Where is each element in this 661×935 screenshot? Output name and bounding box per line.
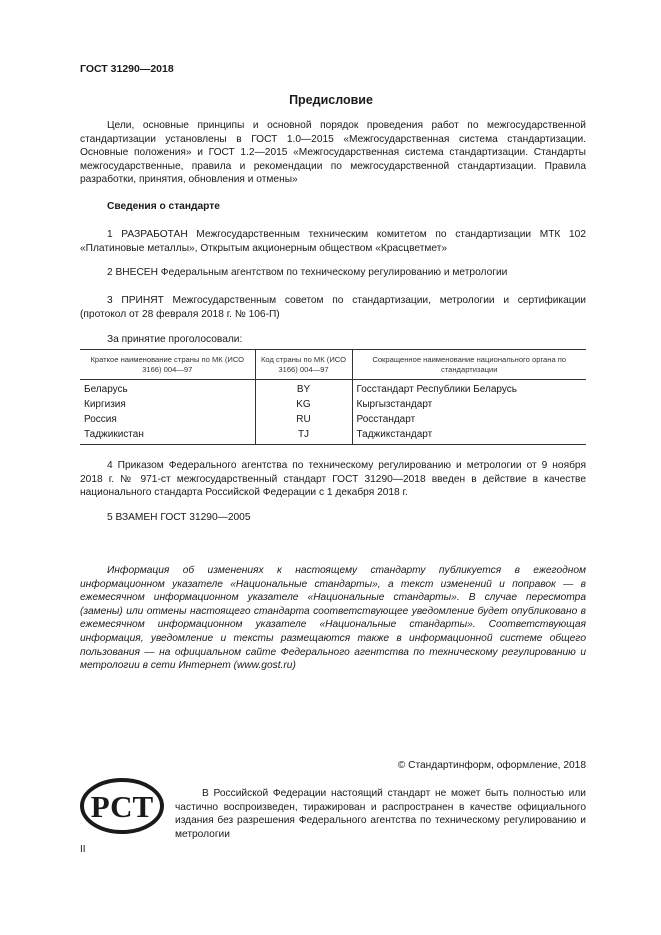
votes-table	[80, 349, 586, 445]
item-adopted: 3 ПРИНЯТ Межгосударственным советом по стандартизации, метрологии и сертификации (протокол от 28 февраля 2018 г. № 106-П)	[80, 295, 586, 320]
header-country-name: Краткое наименование страны по МК (ИСО 3166) 004—97	[80, 350, 255, 380]
standards-body: Таджикстандарт	[352, 427, 586, 445]
item-developed: 1 РАЗРАБОТАН Межгосударственным техническим комитетом по стандартизации МТК 102 «Платиновые металлы», Открытым акционерным обществом «Красцветмет»	[80, 229, 586, 254]
intro-paragraph: Цели, основные принципы и основной порядок проведения работ по межгосударственной стандартизации установлены в ГОСТ 1.0—2015 «Межгосударственная система стандартизации. Основные положения» и ГОСТ 1.2—2015 «Межгосударственная система стандартизации. Стандарты межгосударственные, правила и рекомендации по межгосударственной стандартизации. Правила разработки, принятия, обновления и отмены»	[80, 120, 586, 186]
page-title: Предисловие	[289, 93, 373, 107]
standards-body: Кыргызстандарт	[352, 397, 586, 412]
item-enacted: 4 Приказом Федерального агентства по техническому регулированию и метрологии от 9 ноября 2018 г. № 971-ст межгосударственный стандарт ГОСТ 31290—2018 введен в действие в качестве национального стандарта Российской Федерации с 1 декабря 2018 г.	[80, 460, 586, 499]
vote-label: За принятие проголосовали:	[107, 334, 243, 345]
changes-info-note: Информация об изменениях к настоящему стандарту публикуется в ежегодном информационном указателе «Национальные стандарты», а текст изменений и поправок — в ежемесячном информационном указателе «Национальные стандарты». В случае пересмотра (замены) или отмены настоящего стандарта соответствующее уведомление будет опубликовано в ежемесячном информационном указателе «Национальные стандарты». Соответствующая информация, уведомление и тексты размещаются также в информационной системе общего пользования — на официальном сайте Федерального агентства по техническому регулированию и метрологии в сети Интернет (www.gost.ru)	[80, 565, 586, 672]
country-code: BY	[255, 380, 352, 398]
svg-text:РСТ: РСТ	[90, 789, 154, 824]
country-code: KG	[255, 397, 352, 412]
table-row	[80, 397, 586, 412]
country-name: Киргизия	[84, 399, 126, 410]
country-code: RU	[255, 412, 352, 427]
header-standards-body: Сокращенное наименование национального органа по стандартизации	[352, 350, 586, 380]
country-code: TJ	[255, 427, 352, 445]
document-code: ГОСТ 31290—2018	[80, 63, 174, 75]
table-row	[80, 380, 586, 398]
item-replaces: 5 ВЗАМЕН ГОСТ 31290—2005	[107, 512, 251, 523]
country-name: Беларусь	[84, 384, 128, 395]
country-name: Таджикистан	[80, 427, 255, 445]
reproduction-note: В Российской Федерации настоящий стандарт не может быть полностью или частично воспроизведен, тиражирован и распространен в качестве официального издания без разрешения Федерального агентства по техническому регулированию и метрологии	[175, 788, 586, 840]
copyright-notice: © Стандартинформ, оформление, 2018	[397, 760, 586, 771]
country-name: Россия	[84, 414, 117, 425]
table-row	[80, 427, 586, 445]
rst-certification-logo-icon	[80, 778, 164, 834]
table-header-row	[80, 350, 586, 380]
section-heading: Сведения о стандарте	[107, 201, 220, 212]
header-country-code: Код страны по МК (ИСО 3166) 004—97	[255, 350, 352, 380]
page-number: II	[80, 844, 86, 855]
table-row	[80, 412, 586, 427]
standards-body: Росстандарт	[352, 412, 586, 427]
standards-body: Госстандарт Республики Беларусь	[352, 380, 586, 398]
item-submitted: 2 ВНЕСЕН Федеральным агентством по техническому регулированию и метрологии	[107, 267, 508, 278]
